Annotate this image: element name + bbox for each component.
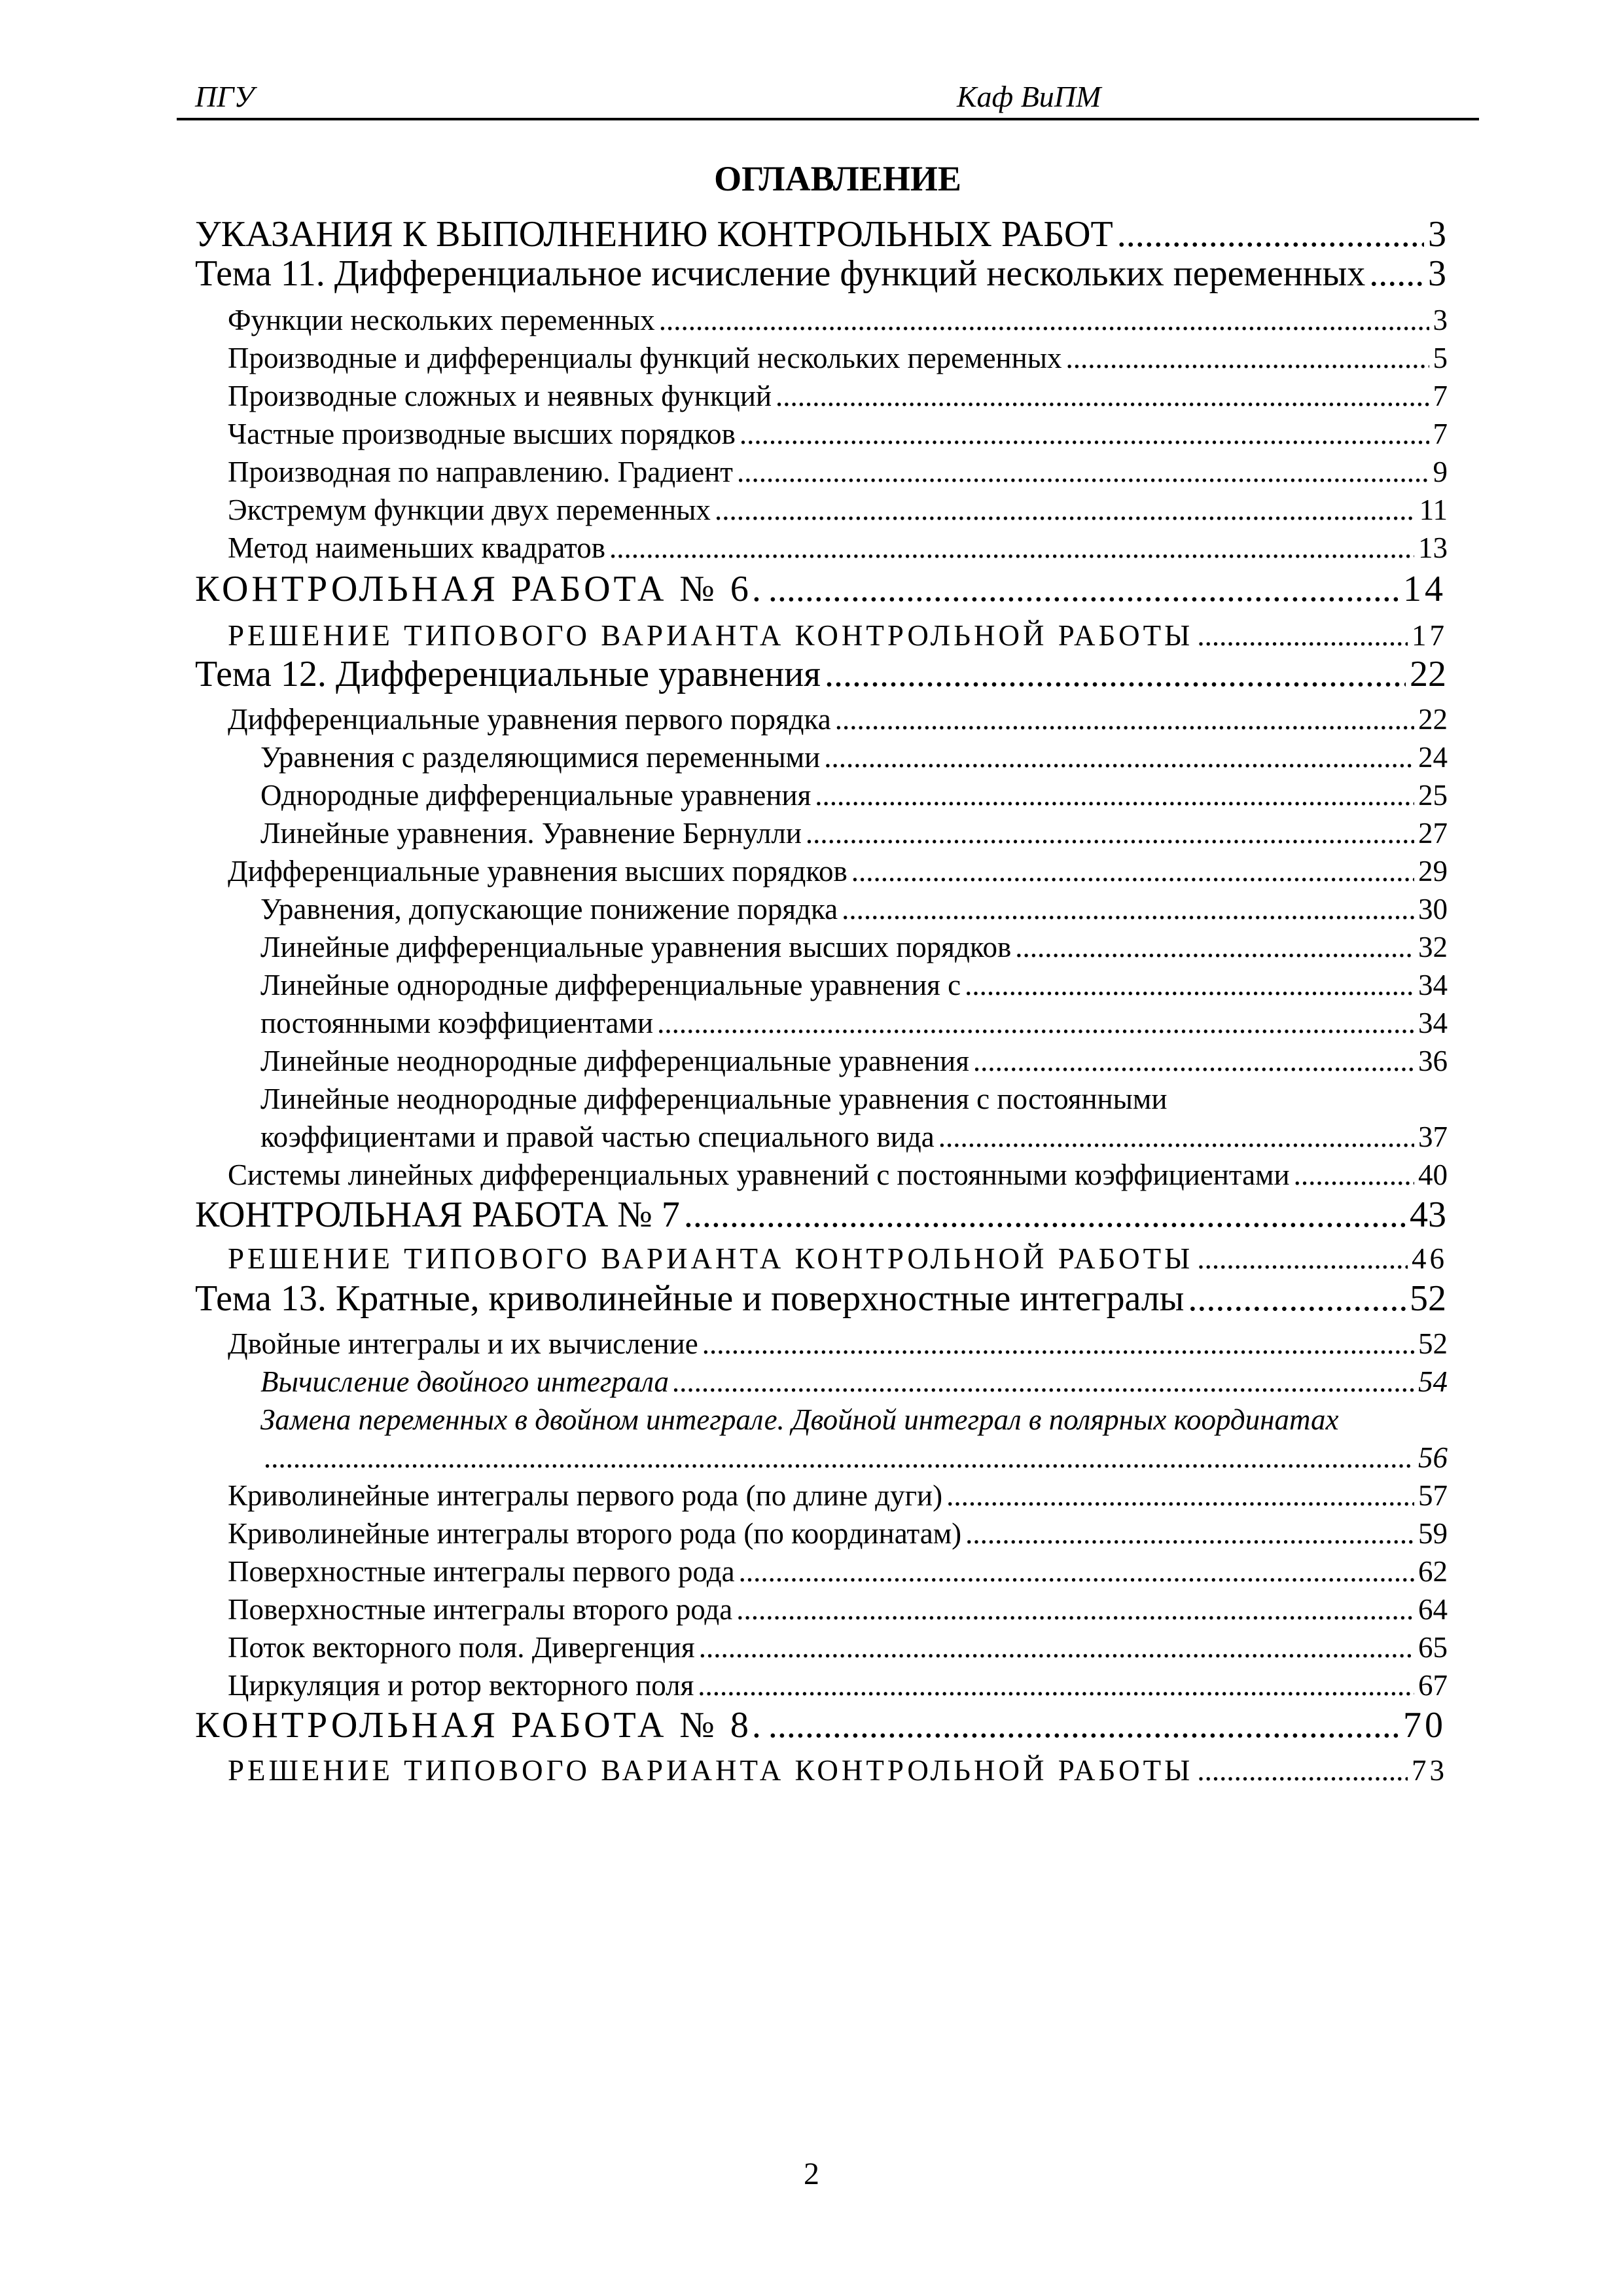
toc-entry[interactable]: КОНТРОЛЬНАЯ РАБОТА № 8. ..... 70 <box>195 1706 1446 1745</box>
header-right: Каф ВиПМ <box>957 80 1101 113</box>
toc-entry[interactable]: Дифференциальные уравнения первого порядка ..... 22 <box>228 700 1448 738</box>
toc-entry[interactable]: ..... 56 <box>260 1439 1448 1477</box>
toc-entry[interactable]: Системы линейных дифференциальных уравнений с постоянными коэффициентами ..... 40 <box>228 1156 1448 1194</box>
toc-entry[interactable]: Криволинейные интегралы первого рода (по длине дуги) ..... 57 <box>228 1477 1448 1515</box>
toc-entry[interactable]: Тема 13. Кратные, криволинейные и поверхностные интегралы ..... 52 <box>195 1279 1446 1318</box>
running-header <box>177 77 1479 120</box>
toc-entry[interactable]: УКАЗАНИЯ К ВЫПОЛНЕНИЮ КОНТРОЛЬНЫХ РАБОТ ..... 3 <box>195 215 1446 254</box>
toc-entry[interactable]: Двойные интегралы и их вычисление ..... 52 <box>228 1325 1448 1363</box>
toc-entry[interactable]: Поверхностные интегралы второго рода ..... 64 <box>228 1590 1448 1628</box>
toc-entry[interactable]: Линейные уравнения. Уравнение Бернулли ..... 27 <box>260 814 1448 852</box>
toc-entry[interactable]: Производные и дифференциалы функций нескольких переменных ..... 5 <box>228 339 1448 377</box>
toc-entry[interactable]: Линейные дифференциальные уравнения высших порядков ..... 32 <box>260 928 1448 966</box>
toc-entry[interactable]: коэффициентами и правой частью специального вида ..... 37 <box>260 1118 1448 1156</box>
page-number: 2 <box>804 2157 819 2191</box>
toc-title: ОГЛАВЛЕНИЕ <box>714 159 961 198</box>
toc-entry[interactable]: Циркуляция и ротор векторного поля ..... 67 <box>228 1666 1448 1704</box>
toc-entry[interactable]: Производные сложных и неявных функций ..... 7 <box>228 377 1448 415</box>
toc-entry[interactable]: Линейные неоднородные дифференциальные уравнения с постоянными <box>260 1083 1168 1115</box>
toc-entry[interactable]: РЕШЕНИЕ ТИПОВОГО ВАРИАНТА КОНТРОЛЬНОЙ РАБОТЫ ..... 46 <box>228 1240 1448 1278</box>
toc-entry[interactable]: Линейные неоднородные дифференциальные уравнения ..... 36 <box>260 1042 1448 1080</box>
toc-entry[interactable]: Поверхностные интегралы первого рода ..... 62 <box>228 1552 1448 1590</box>
toc-entry[interactable]: Экстремум функции двух переменных ..... 11 <box>228 491 1448 529</box>
toc-entry[interactable]: постоянными коэффициентами ..... 34 <box>260 1004 1448 1042</box>
toc-entry[interactable]: Частные производные высших порядков ..... 7 <box>228 415 1448 453</box>
toc-entry[interactable]: Вычисление двойного интеграла ..... 54 <box>260 1363 1448 1401</box>
toc-entry[interactable]: РЕШЕНИЕ ТИПОВОГО ВАРИАНТА КОНТРОЛЬНОЙ РАБОТЫ ..... 17 <box>228 617 1448 655</box>
toc-entry[interactable]: Линейные однородные дифференциальные уравнения с ..... 34 <box>260 966 1448 1004</box>
toc-entry[interactable]: Функции нескольких переменных ..... 3 <box>228 301 1448 339</box>
toc-entry[interactable]: Производная по направлению. Градиент ..... 9 <box>228 453 1448 491</box>
toc-entry[interactable]: Тема 11. Дифференциальное исчисление функций нескольких переменных ..... 3 <box>195 254 1446 293</box>
toc-entry[interactable]: Уравнения, допускающие понижение порядка ..... 30 <box>260 890 1448 928</box>
toc-entry[interactable]: Уравнения с разделяющимися переменными ..... 24 <box>260 738 1448 776</box>
toc-entry[interactable]: РЕШЕНИЕ ТИПОВОГО ВАРИАНТА КОНТРОЛЬНОЙ РАБОТЫ ..... 73 <box>228 1751 1448 1789</box>
toc-entry[interactable]: Замена переменных в двойном интеграле. Двойной интеграл в полярных координатах <box>260 1403 1339 1436</box>
header-left: ПГУ <box>195 80 255 113</box>
toc-entry[interactable]: Метод наименьших квадратов ..... 13 <box>228 529 1448 567</box>
toc-entry[interactable]: Дифференциальные уравнения высших порядков ..... 29 <box>228 852 1448 890</box>
toc-entry[interactable]: Криволинейные интегралы второго рода (по координатам) ..... 59 <box>228 1515 1448 1552</box>
toc-entry[interactable]: КОНТРОЛЬНАЯ РАБОТА № 6. ..... 14 <box>195 569 1446 609</box>
toc-entry[interactable]: Поток векторного поля. Дивергенция ..... 65 <box>228 1628 1448 1666</box>
toc-entry[interactable]: Тема 12. Дифференциальные уравнения ..... 22 <box>195 655 1446 694</box>
toc-entry[interactable]: КОНТРОЛЬНАЯ РАБОТА № 7 ..... 43 <box>195 1195 1446 1234</box>
toc-entry[interactable]: Однородные дифференциальные уравнения ..... 25 <box>260 776 1448 814</box>
